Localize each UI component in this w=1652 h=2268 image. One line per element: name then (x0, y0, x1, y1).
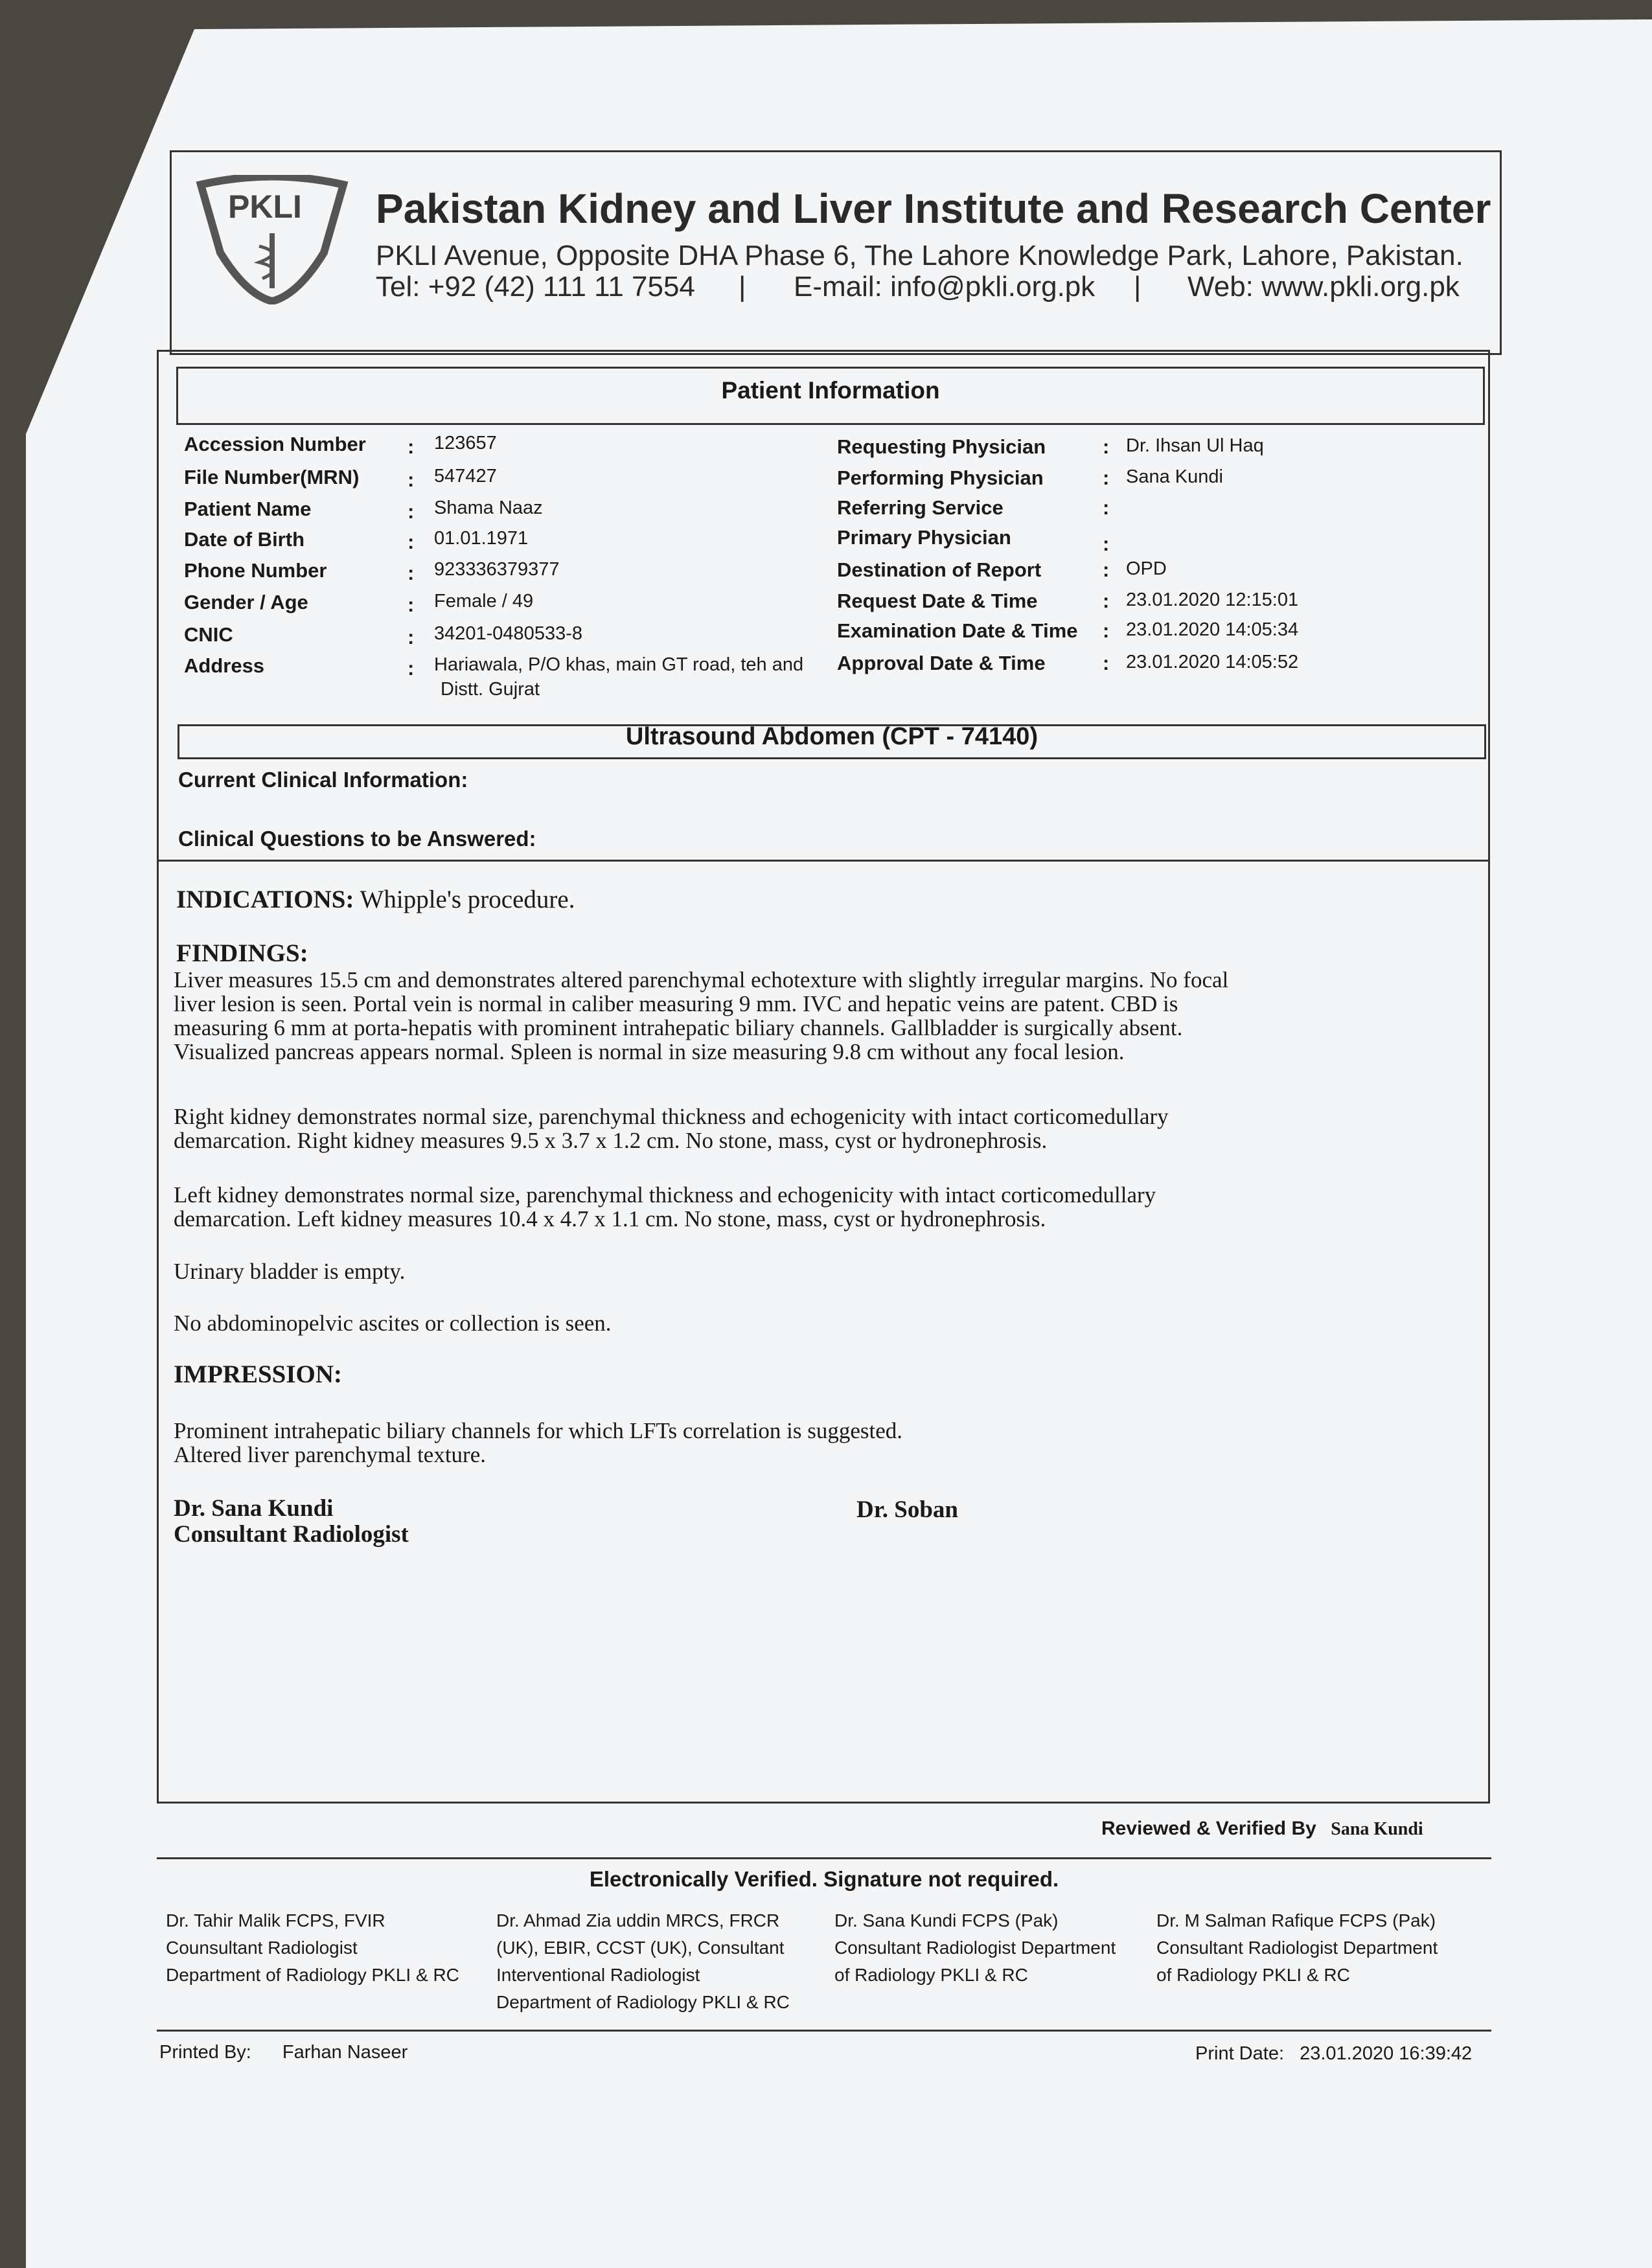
reviewed-name: Sana Kundi (1331, 1819, 1423, 1839)
text-line: Dr. Sana Kundi FCPS (Pak) (834, 1910, 1059, 1930)
pi-colon: : (407, 500, 415, 523)
text-line: Left kidney demonstrates normal size, parenchymal thickness and echogenicity with intact corticomedullary (174, 1182, 1156, 1208)
text-line: demarcation. Left kidney measures 10.4 x 4.7 x 1.1 cm. No stone, mass, cyst or hydronephrosis. (174, 1206, 1046, 1231)
pi-colon: : (407, 657, 415, 680)
pi-value: 547427 (434, 466, 497, 487)
pi-label: Approval Date & Time (837, 652, 1046, 674)
pi-label: Performing Physician (837, 466, 1044, 489)
pi-label: Address (184, 654, 265, 677)
report-body-box (157, 350, 1490, 1804)
pi-value: 01.01.1971 (434, 528, 529, 549)
print-date (1195, 2043, 1472, 2065)
pi-colon: : (1103, 435, 1110, 458)
findings-paragraph-left-kidney (174, 1183, 1156, 1231)
pi-label: Accession Number (184, 433, 366, 455)
pi-colon: : (1103, 466, 1110, 489)
text-line: Interventional Radiologist (496, 1965, 700, 1985)
text-line: of Radiology PKLI & RC (1156, 1965, 1350, 1985)
print-date-value: 23.01.2020 16:39:42 (1300, 2043, 1473, 2064)
pi-label: Primary Physician (837, 526, 1011, 549)
findings-paragraph-right-kidney (174, 1105, 1169, 1152)
pi-label: File Number(MRN) (184, 466, 360, 488)
divider (157, 860, 1490, 862)
pi-label: Request Date & Time (837, 590, 1038, 612)
printed-by (159, 2042, 407, 2063)
pi-value: 23.01.2020 14:05:34 (1126, 619, 1299, 640)
pi-colon: : (1103, 652, 1110, 674)
text-line: Prominent intrahepatic biliary channels for which LFTs correlation is suggested. (174, 1418, 903, 1443)
institute-email: E-mail: info@pkli.org.pk (794, 271, 1096, 303)
findings-label: FINDINGS: (176, 939, 308, 967)
logo-text: PKLI (228, 189, 302, 225)
findings-bladder: Urinary bladder is empty. (174, 1259, 406, 1284)
reviewed-label: Reviewed & Verified By (1101, 1818, 1316, 1839)
printed-by-name: Farhan Naseer (282, 2042, 408, 2063)
divider (157, 1857, 1491, 1859)
text-line: Dr. Ahmad Zia uddin MRCS, FRCR (496, 1910, 780, 1930)
text-line: measuring 6 mm at porta-hepatis with prominent intrahepatic biliary channels. Gallbladder is surgically absent. (174, 1015, 1183, 1040)
header-separator: | (1134, 271, 1141, 303)
text-line: of Radiology PKLI & RC (834, 1965, 1028, 1985)
pi-colon: : (407, 531, 415, 553)
pi-colon: : (1103, 619, 1110, 642)
indications (176, 888, 575, 911)
signatory-1-name: Dr. Sana Kundi (174, 1495, 334, 1522)
electronic-verification-note: Electronically Verified. Signature not required. (589, 1867, 1059, 1891)
impression-text (174, 1419, 902, 1467)
divider (157, 2030, 1491, 2032)
pi-label: Patient Name (184, 498, 312, 520)
header-separator: | (739, 271, 746, 303)
clinical-info-label: Current Clinical Information: (178, 768, 468, 792)
pi-colon: : (1103, 496, 1110, 519)
text-line: Altered liver parenchymal texture. (174, 1442, 487, 1467)
printed-by-label: Printed By: (159, 2042, 251, 2063)
pi-value: 123657 (434, 433, 497, 453)
pi-label: Destination of Report (837, 558, 1042, 581)
footer-doctor-1 (166, 1907, 459, 1989)
pi-value: 23.01.2020 14:05:52 (1126, 652, 1299, 672)
text-line: Visualized pancreas appears normal. Spleen is normal in size measuring 9.8 cm without any focal lesion. (174, 1039, 1125, 1064)
text-line: Department of Radiology PKLI & RC (496, 1992, 790, 2012)
pi-value: 923336379377 (434, 559, 560, 580)
signatory-1 (174, 1496, 409, 1548)
text-line: liver lesion is seen. Portal vein is normal in caliber measuring 9 mm. IVC and hepatic veins are patent. CBD is (174, 991, 1178, 1016)
pi-colon: : (407, 593, 415, 616)
impression-label: IMPRESSION: (174, 1360, 343, 1388)
pi-colon: : (407, 435, 415, 458)
exam-title: Ultrasound Abdomen (CPT - 74140) (625, 723, 1038, 750)
pi-colon: : (407, 626, 415, 648)
pi-value: Female / 49 (434, 591, 534, 612)
text-line: Counsultant Radiologist (166, 1938, 358, 1958)
institute-name: Pakistan Kidney and Liver Institute and Research Center (376, 185, 1491, 232)
findings-ascites: No abdominopelvic ascites or collection is seen. (174, 1311, 612, 1336)
signatory-2-name: Dr. Soban (856, 1496, 958, 1523)
pkli-logo (194, 175, 350, 304)
institute-address: PKLI Avenue, Opposite DHA Phase 6, The Lahore Knowledge Park, Lahore, Pakistan. (376, 240, 1463, 271)
footer-doctor-4 (1156, 1907, 1438, 1989)
pi-label: Phone Number (184, 559, 327, 582)
footer-doctor-2 (496, 1907, 790, 2016)
pi-colon: : (407, 562, 415, 584)
pi-label: Date of Birth (184, 528, 304, 551)
pi-label: Requesting Physician (837, 435, 1046, 458)
pi-colon: : (407, 468, 415, 491)
text-line: Consultant Radiologist Department (834, 1938, 1116, 1958)
pi-colon: : (1103, 590, 1110, 612)
patient-info-title: Patient Information (721, 377, 940, 404)
text-line: Dr. M Salman Rafique FCPS (Pak) (1156, 1910, 1436, 1930)
pi-value: 34201-0480533-8 (434, 623, 582, 644)
institute-website: Web: www.pkli.org.pk (1187, 271, 1460, 303)
pi-value-line2: Distt. Gujrat (441, 679, 540, 700)
findings-paragraph-liver (174, 968, 1228, 1064)
clinical-questions-label: Clinical Questions to be Answered: (178, 827, 536, 851)
reviewed-verified (1101, 1818, 1423, 1840)
pi-colon: : (1103, 558, 1110, 581)
pi-label: CNIC (184, 623, 233, 646)
print-date-label: Print Date: (1195, 2043, 1284, 2064)
text-line: demarcation. Right kidney measures 9.5 x 3.7 x 1.2 cm. No stone, mass, cyst or hydronephrosis. (174, 1128, 1048, 1153)
indications-text: Whipple's procedure. (360, 886, 575, 913)
pi-label: Examination Date & Time (837, 619, 1078, 642)
indications-label: INDICATIONS: (176, 886, 354, 913)
text-line: Department of Radiology PKLI & RC (166, 1965, 459, 1985)
pi-value: OPD (1126, 558, 1167, 579)
footer-doctor-3 (834, 1907, 1116, 1989)
pi-label: Gender / Age (184, 591, 308, 613)
text-line: Liver measures 15.5 cm and demonstrates altered parenchymal echotexture with slightly irregular margins. No focal (174, 967, 1229, 992)
text-line: Dr. Tahir Malik FCPS, FVIR (166, 1910, 385, 1930)
text-line: Consultant Radiologist Department (1156, 1938, 1438, 1958)
text-line: (UK), EBIR, CCST (UK), Consultant (496, 1938, 785, 1958)
pi-colon: : (1103, 533, 1110, 555)
pi-value: Shama Naaz (434, 498, 543, 518)
pi-value: Dr. Ihsan Ul Haq (1126, 435, 1264, 456)
pi-value: 23.01.2020 12:15:01 (1126, 590, 1299, 610)
pi-value: Sana Kundi (1126, 466, 1223, 487)
text-line: Right kidney demonstrates normal size, parenchymal thickness and echogenicity with intact corticomedullary (174, 1104, 1169, 1129)
institute-phone: Tel: +92 (42) 111 11 7554 (376, 271, 695, 303)
pi-value: Hariawala, P/O khas, main GT road, teh and (434, 654, 804, 675)
signatory-1-title: Consultant Radiologist (174, 1521, 409, 1548)
pi-label: Referring Service (837, 496, 1004, 519)
